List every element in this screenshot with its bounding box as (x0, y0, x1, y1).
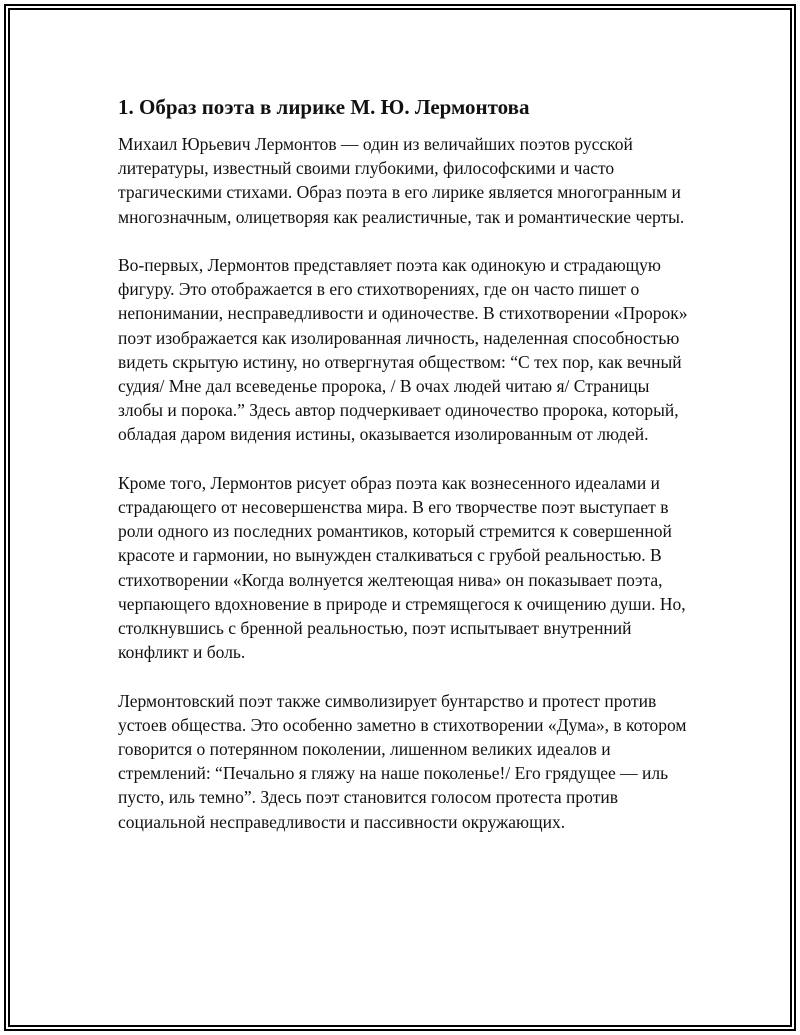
paragraph-intro: Михаил Юрьевич Лермонтов — один из величайших поэтов русской литературы, известный своими глубокими, философскими и часто трагическими стихами. Образ поэта в его лирике является многогранным и многозначным, олицетворяя как реалистичные, так и романтические черты. (118, 134, 685, 227)
document-heading: 1. Образ поэта в лирике М. Ю. Лермонтова (118, 95, 530, 119)
paragraph-protest: Лермонтовский поэт также символизирует бунтарство и протест против устоев общества. Это особенно заметно в стихотворении «Дума», в котором говорится о потерянном поколении, лишенном великих идеалов и стремлений: “Печально я гляжу на наше поколенье!/ Его грядущее — иль пусто, иль темно”. Здесь поэт становится голосом протеста против социальной несправедливости и пассивности окружающих. (118, 690, 687, 832)
document-body (118, 94, 688, 858)
paragraph-romantic-ideals: Кроме того, Лермонтов рисует образ поэта как вознесенного идеалами и страдающего от несовершенства мира. В его творчестве поэт выступает в роли одного из последних романтиков, который стремится к совершенной красоте и гармонии, но вынужден сталкиваться с грубой реальностью. В стихотворении «Когда волнуется желтеющая нива» он показывает поэта, черпающего вдохновение в природе и стремящегося к очищению души. Но, столкнувшись с бренной реальностью, поэт испытывает внутренний конфликт и боль. (118, 472, 686, 663)
paragraph-lonely-poet: Во-первых, Лермонтов представляет поэта как одинокую и страдающую фигуру. Это отображается в его стихотворениях, где он часто пишет о непонимании, несправедливости и одиночестве. В стихотворении «Пророк» поэт изображается как изолированная личность, наделенная способностью видеть скрытую истину, но отвергнутая обществом: “С тех пор, как вечный судия/ Мне дал всеведенье пророка, / В очах людей читаю я/ Страницы злобы и порока.” Здесь автор подчеркивает одиночество пророка, который, обладая даром видения истины, оказывается изолированным от людей. (118, 255, 688, 445)
